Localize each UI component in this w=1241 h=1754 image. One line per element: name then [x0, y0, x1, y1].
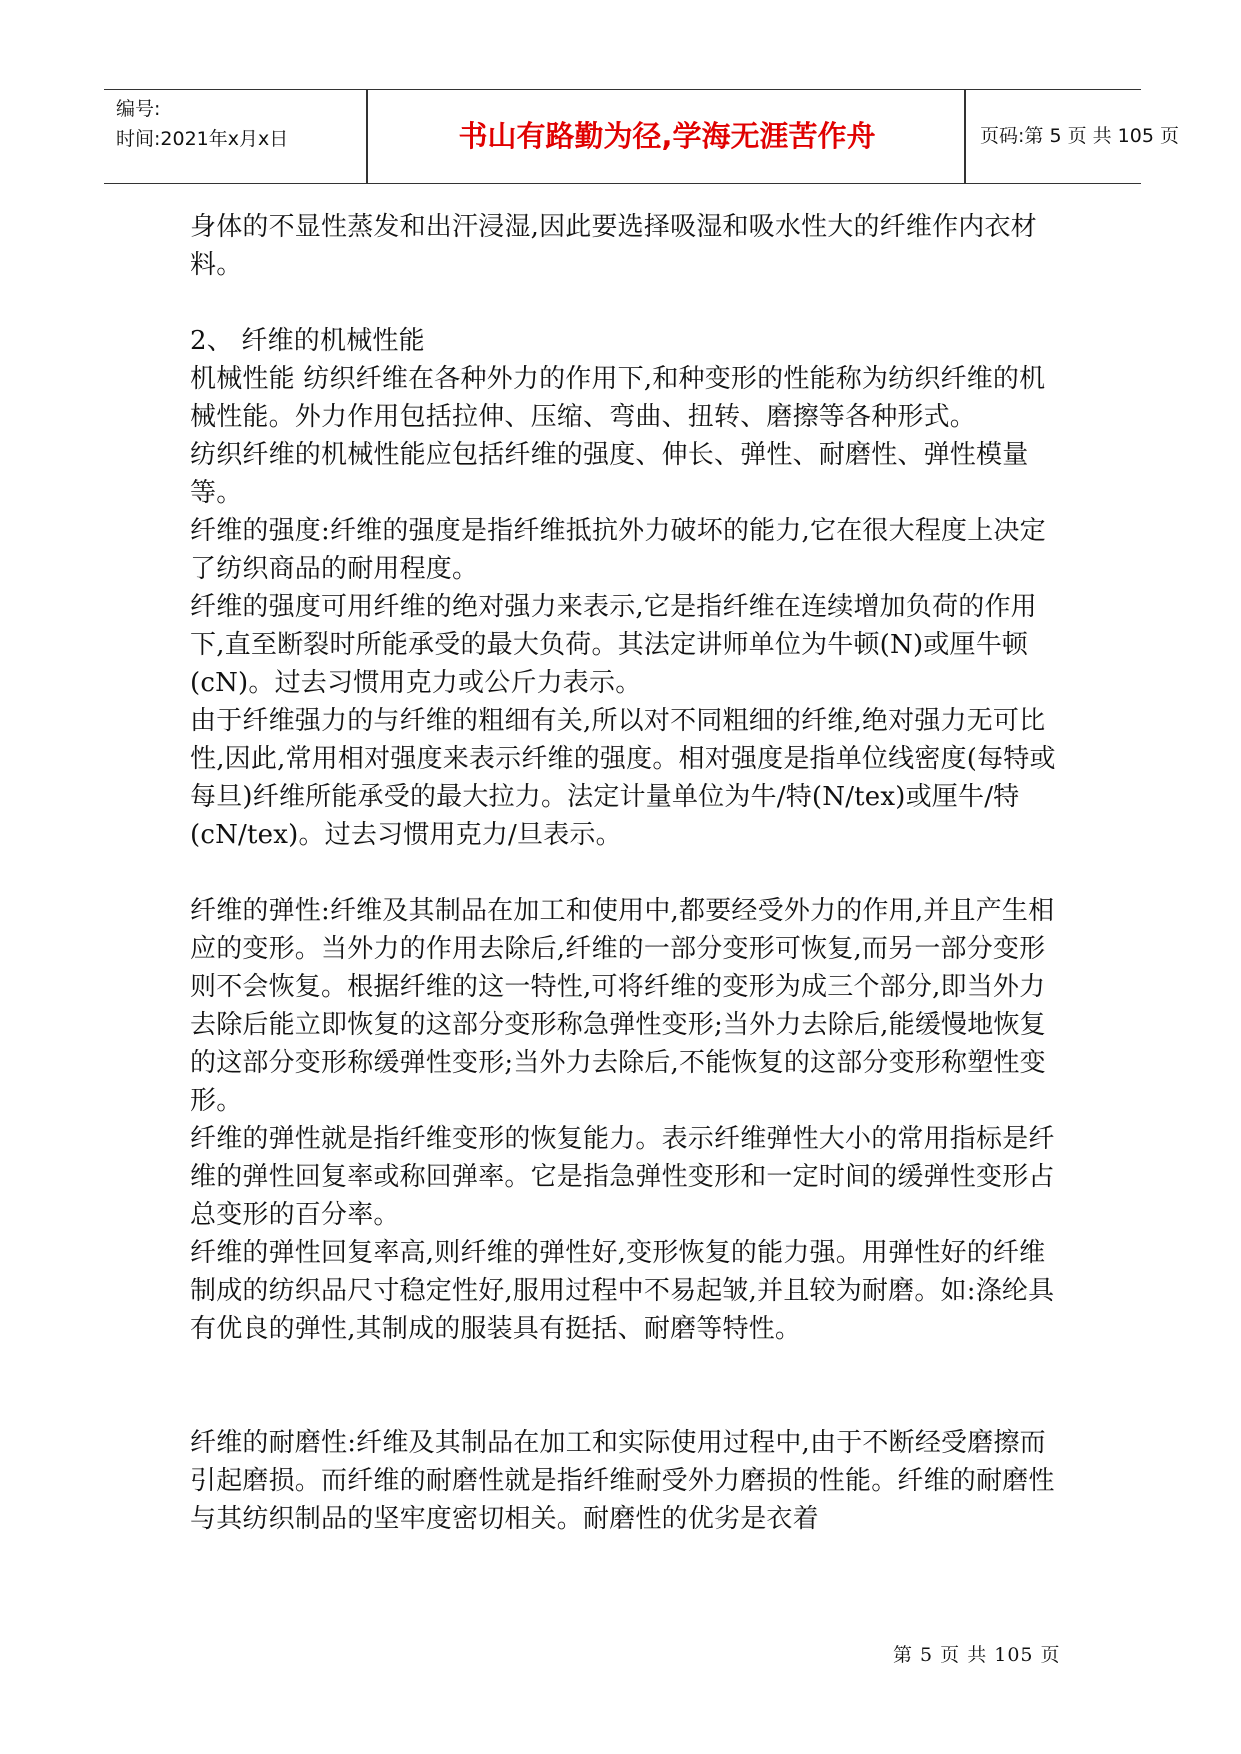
- header-motto: 书山有路勤为径,学海无涯苦作舟: [458, 119, 876, 153]
- header-page-number: 页码:第 5 页 共 105 页: [980, 125, 1179, 147]
- page-footer: 第 5 页 共 105 页: [893, 1644, 1061, 1666]
- body-paragraph: 纤维的弹性:纤维及其制品在加工和使用中,都要经受外力的作用,并且产生相应的变形。当外力的作用去除后,纤维的一部分变形可恢复,而另一部分变形则不会恢复。根据纤维的这一特性,可将纤维的变形为成三个部分,即当外力去除后能立即恢复的这部分变形称急弹性变形;当外力去除后,能缓慢地恢复的这部分变形称缓弹性变形;当外力去除后,不能恢复的这部分变形称塑性变形。: [190, 896, 1055, 1116]
- header-divider: [366, 90, 368, 183]
- document-number-label: 编号:: [116, 98, 161, 120]
- body-paragraph: 身体的不显性蒸发和出汗浸湿,因此要选择吸湿和吸水性大的纤维作内衣材料。: [190, 212, 1037, 280]
- paragraph-spacer: [190, 284, 1065, 322]
- body-paragraph: 纤维的耐磨性:纤维及其制品在加工和实际使用过程中,由于不断经受磨擦而引起磨损。而纤维的耐磨性就是指纤维耐受外力磨损的性能。纤维的耐磨性与其纺织制品的坚牢度密切相关。耐磨性的优劣是衣着: [190, 1428, 1055, 1534]
- body-paragraph: 机械性能 纺织纤维在各种外力的作用下,和种变形的性能称为纺织纤维的机械性能。外力作用包括拉伸、压缩、弯曲、扭转、磨擦等各种形式。: [190, 364, 1046, 432]
- header-divider: [964, 90, 966, 183]
- document-body: [190, 208, 1065, 1538]
- paragraph-spacer: [190, 854, 1065, 892]
- body-paragraph: 纤维的强度可用纤维的绝对强力来表示,它是指纤维在连续增加负荷的作用下,直至断裂时所能承受的最大负荷。其法定讲师单位为牛顿(N)或厘牛顿(cN)。过去习惯用克力或公斤力表示。: [190, 592, 1037, 698]
- document-time-label: 时间:2021年x月x日: [116, 128, 289, 150]
- body-paragraph: 纺织纤维的机械性能应包括纤维的强度、伸长、弹性、耐磨性、弹性模量等。: [190, 440, 1029, 508]
- section-heading: 2、 纤维的机械性能: [190, 326, 425, 356]
- paragraph-spacer: [190, 1348, 1065, 1424]
- body-paragraph: 由于纤维强力的与纤维的粗细有关,所以对不同粗细的纤维,绝对强力无可比性,因此,常用相对强度来表示纤维的强度。相对强度是指单位线密度(每特或每旦)纤维所能承受的最大拉力。法定计量单位为牛/特(N/tex)或厘牛/特(cN/tex)。过去习惯用克力/旦表示。: [190, 706, 1056, 850]
- body-paragraph: 纤维的弹性就是指纤维变形的恢复能力。表示纤维弹性大小的常用指标是纤维的弹性回复率或称回弹率。它是指急弹性变形和一定时间的缓弹性变形占总变形的百分率。: [190, 1124, 1055, 1230]
- body-paragraph: 纤维的弹性回复率高,则纤维的弹性好,变形恢复的能力强。用弹性好的纤维制成的纺织品尺寸稳定性好,服用过程中不易起皱,并且较为耐磨。如:涤纶具有优良的弹性,其制成的服装具有挺括、耐磨等特性。: [190, 1238, 1055, 1344]
- header-meta: [116, 94, 366, 154]
- page-header: [104, 89, 1179, 184]
- body-paragraph: 纤维的强度:纤维的强度是指纤维抵抗外力破坏的能力,它在很大程度上决定了纺织商品的耐用程度。: [190, 516, 1046, 584]
